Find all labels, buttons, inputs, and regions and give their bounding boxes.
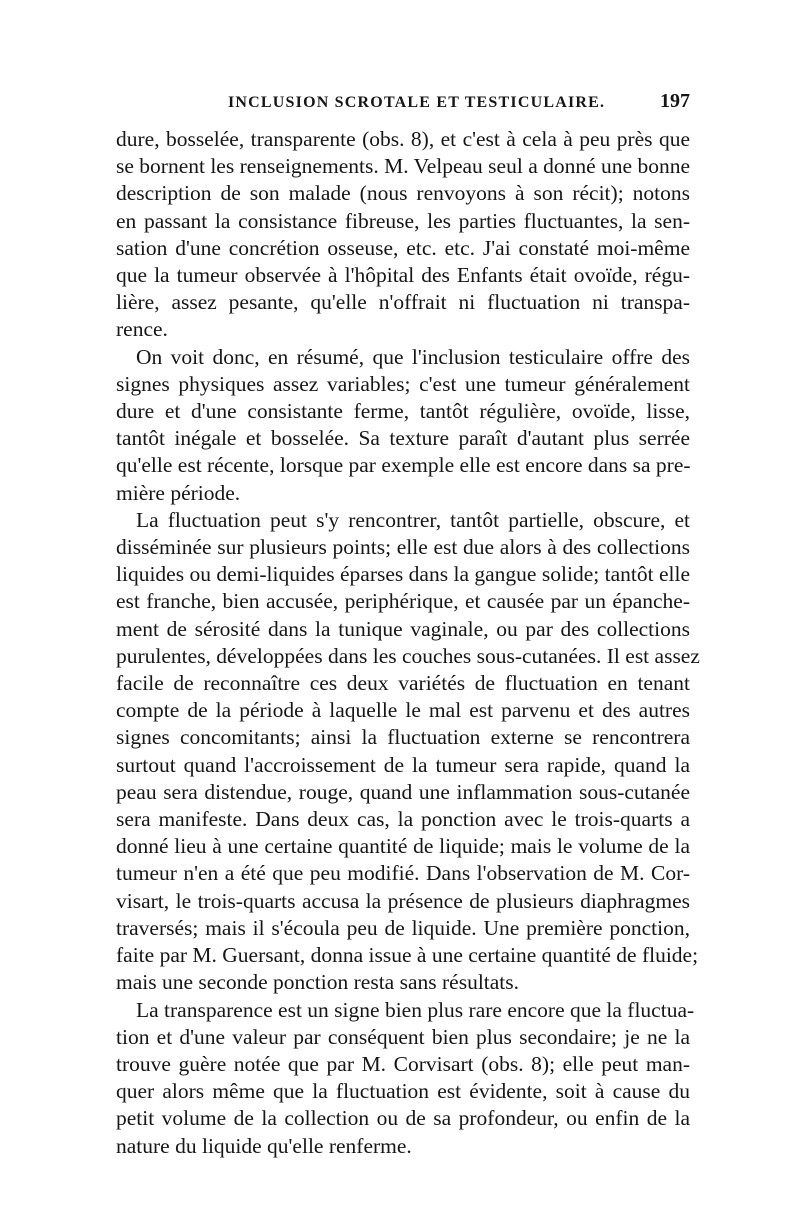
text-line: dure, bosselée, transparente (obs. 8), et c'est à cela à peu près que	[116, 127, 690, 151]
text-line: donné lieu à une certaine quantité de liquide; mais le volume de la	[116, 834, 690, 859]
text-line: description de son malade (nous renvoyons à son récit); notons	[116, 181, 690, 206]
page-header	[116, 90, 690, 120]
text-line: peau sera distendue, rouge, quand une inflammation sous-cutanée	[116, 779, 690, 804]
text-line: se bornent les renseignements. M. Velpeau seul a donné une bonne	[116, 154, 690, 179]
text-line: que la tumeur observée à l'hôpital des Enfants était ovoïde, régu-	[116, 263, 690, 288]
text-line: trouve guère notée que par M. Corvisart (obs. 8); elle peut man-	[116, 1051, 690, 1076]
text-line: qu'elle est récente, lorsque par exemple elle est encore dans sa pre-	[116, 453, 691, 478]
text-line: ment de sérosité dans la tunique vaginale, ou par des collections	[116, 616, 690, 641]
paragraph	[116, 344, 690, 507]
text-line: rence.	[116, 317, 168, 342]
text-line: tumeur n'en a été que peu modifié. Dans l'observation de M. Cor-	[116, 861, 690, 886]
running-title: INCLUSION SCROTALE ET TESTICULAIRE.	[228, 94, 606, 111]
text-line: liquides ou demi-liquides éparses dans la gangue solide; tantôt elle	[116, 562, 690, 587]
text-line: tantôt inégale et bosselée. Sa texture paraît d'autant plus serrée	[116, 426, 690, 451]
text-line: mais une seconde ponction resta sans résultats.	[116, 970, 520, 995]
text-line: mière période.	[116, 480, 241, 505]
text-line: dure et d'une consistante ferme, tantôt régulière, ovoïde, lisse,	[116, 399, 690, 424]
text-line: La fluctuation peut s'y rencontrer, tantôt partielle, obscure, et	[136, 507, 690, 532]
text-line: nature du liquide qu'elle renferme.	[116, 1133, 412, 1158]
paragraph	[116, 126, 690, 344]
text-line: sation d'une concrétion osseuse, etc. etc. J'ai constaté moi-même	[116, 235, 690, 260]
text-line: sera manifeste. Dans deux cas, la ponction avec le trois-quarts a	[116, 807, 690, 832]
text-line: tion et d'une valeur par conséquent bien plus secondaire; je ne la	[116, 1024, 690, 1049]
paragraph	[116, 507, 700, 997]
text-line: purulentes, développées dans les couches sous-cutanées. Il est assez	[116, 643, 700, 668]
text-line: traversés; mais il s'écoula peu de liquide. Une première ponction,	[116, 915, 690, 940]
paragraph	[116, 997, 695, 1160]
text-line: visart, le trois-quarts accusa la présence de plusieurs diaphragmes	[116, 888, 690, 913]
page-number: 197	[660, 90, 690, 112]
text-line: en passant la consistance fibreuse, les parties fluctuantes, la sen-	[116, 208, 690, 233]
text-line: est franche, bien accusée, periphérique, et causée par un épanche-	[116, 589, 690, 614]
text-line: La transparence est un signe bien plus rare encore que la fluctua-	[136, 997, 695, 1022]
text-line: facile de reconnaître ces deux variétés de fluctuation en tenant	[116, 671, 690, 696]
body-text	[116, 126, 700, 1160]
text-line: compte de la période à laquelle le mal est parvenu et des autres	[116, 698, 690, 723]
text-line: lière, assez pesante, qu'elle n'offrait ni fluctuation ni transpa-	[116, 290, 690, 315]
text-line: signes physiques assez variables; c'est une tumeur généralement	[116, 371, 690, 396]
text-line: petit volume de la collection ou de sa profondeur, ou enfin de la	[116, 1106, 690, 1131]
text-line: disséminée sur plusieurs points; elle est due alors à des collections	[116, 535, 690, 560]
text-line: faite par M. Guersant, donna issue à une certaine quantité de fluide;	[116, 943, 699, 968]
text-line: surtout quand l'accroissement de la tumeur sera rapide, quand la	[116, 752, 690, 777]
text-line: signes concomitants; ainsi la fluctuation externe se rencontrera	[116, 725, 690, 750]
text-line: quer alors même que la fluctuation est évidente, soit à cause du	[116, 1079, 690, 1104]
text-line: On voit donc, en résumé, que l'inclusion testiculaire offre des	[136, 344, 690, 369]
